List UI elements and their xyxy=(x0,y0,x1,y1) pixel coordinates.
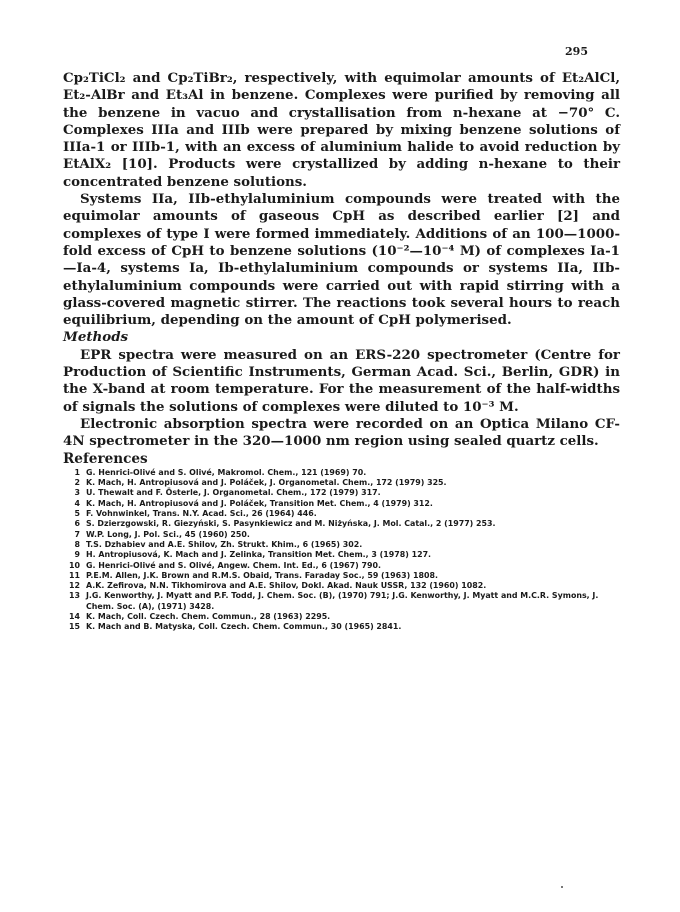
reference-text: W.P. Long, J. Pol. Sci., 45 (1960) 250. xyxy=(86,529,250,539)
reference-text: K. Mach and B. Matyska, Coll. Czech. Chem. Commun., 30 (1965) 2841. xyxy=(86,622,402,632)
reference-number: 2 xyxy=(74,478,80,488)
reference-item xyxy=(63,478,620,488)
reference-list xyxy=(63,468,620,633)
body-paragraph: Cp₂TiCl₂ and Cp₂TiBr₂, respectively, with equimolar amounts of Et₂AlCl, Et₂-AlBr and Et₃Al in benzene. Complexes were purified by removing all the benzene in vacuo and crystallisation from n-hexane at −70° C. Complexes IIIa and IIIb were prepared by mixing benzene solutions of IIIa-1 or IIIb-1, with an excess of aluminium halide to avoid reduction by EtAlX₂ [10]. Products were crystallized by adding n-hexane to their concentrated benzene solutions. xyxy=(63,70,620,190)
reference-number: 5 xyxy=(74,509,80,519)
reference-text: G. Henrici-Olivé and S. Olivé, Angew. Chem. Int. Ed., 6 (1967) 790. xyxy=(86,560,381,570)
reference-text: H. Antropiusová, K. Mach and J. Zelinka, Transition Met. Chem., 3 (1978) 127. xyxy=(86,550,432,560)
reference-text: F. Vohnwinkel, Trans. N.Y. Acad. Sci., 26 (1964) 446. xyxy=(86,509,317,519)
reference-item xyxy=(63,530,620,540)
page-number: 295 xyxy=(565,45,588,58)
reference-number: 3 xyxy=(74,488,80,498)
article-body xyxy=(63,70,620,633)
reference-item xyxy=(63,540,620,550)
reference-text: G. Henrici-Olivé and S. Olivé, Makromol. Chem., 121 (1969) 70. xyxy=(86,467,367,477)
reference-number: 14 xyxy=(69,611,80,621)
reference-number: 11 xyxy=(69,570,80,580)
reference-text: T.S. Dzhabiev and A.E. Shilov, Zh. Strukt. Khim., 6 (1965) 302. xyxy=(86,539,363,549)
reference-number: 9 xyxy=(74,550,80,560)
reference-number: 1 xyxy=(74,467,80,477)
reference-item xyxy=(63,622,620,632)
reference-item xyxy=(63,499,620,509)
body-paragraph: Systems IIa, IIb-ethylaluminium compounds were treated with the equimolar amounts of gaseous CpH as described earlier [2] and complexes of type I were formed immediately. Additions of an 100—1000-fold excess of CpH to benzene solutions (10⁻²—10⁻⁴ M) of complexes Ia-1—Ia-4, systems Ia, Ib-ethylaluminium compounds or systems IIa, IIb-ethylaluminium compounds were carried out with rapid stirring with a glass-covered magnetic stirrer. The reactions took several hours to reach equilibrium, depending on the amount of CpH polymerised. xyxy=(63,191,620,329)
reference-text: S. Dzierzgowski, R. Giezyński, S. Pasynkiewicz and M. Niżyńska, J. Mol. Catal., 2 (1977) 253. xyxy=(86,519,496,529)
reference-item xyxy=(63,612,620,622)
reference-item xyxy=(63,509,620,519)
methods-paragraph: EPR spectra were measured on an ERS-220 spectrometer (Centre for Production of Scientific Instruments, German Acad. Sci., Berlin, GDR) in the X-band at room temperature. For the measurement of the half-widths of signals the solutions of complexes were diluted to 10⁻³ M. xyxy=(63,346,620,415)
reference-item xyxy=(63,561,620,571)
references-heading: References xyxy=(63,450,148,467)
reference-number: 7 xyxy=(74,529,80,539)
reference-number: 8 xyxy=(74,539,80,549)
reference-item xyxy=(63,488,620,498)
reference-item xyxy=(63,571,620,581)
reference-number: 6 xyxy=(74,519,80,529)
reference-item xyxy=(63,519,620,529)
reference-number: 15 xyxy=(69,622,80,632)
reference-text: U. Thewalt and F. Österle, J. Organometal. Chem., 172 (1979) 317. xyxy=(86,488,381,498)
reference-item xyxy=(63,581,620,591)
page-speck-mark xyxy=(561,886,563,888)
reference-text: P.E.M. Allen, J.K. Brown and R.M.S. Obaid, Trans. Faraday Soc., 59 (1963) 1808. xyxy=(86,570,438,580)
reference-number: 12 xyxy=(69,581,80,591)
methods-heading: Methods xyxy=(63,329,129,346)
reference-item xyxy=(63,468,620,478)
reference-text: A.K. Zefirova, N.N. Tikhomirova and A.E. Shilov, Dokl. Akad. Nauk USSR, 132 (1960) 1082. xyxy=(86,581,487,591)
reference-item xyxy=(63,550,620,560)
reference-text: K. Mach, H. Antropiusová and J. Poláček, J. Organometal. Chem., 172 (1979) 325. xyxy=(86,478,447,488)
reference-number: 13 xyxy=(69,591,80,601)
reference-text: K. Mach, H. Antropiusová and J. Poláček, Transition Met. Chem., 4 (1979) 312. xyxy=(86,498,433,508)
methods-paragraph: Electronic absorption spectra were recorded on an Optica Milano CF-4N spectrometer in the 320—1000 nm region using sealed quartz cells. xyxy=(63,415,620,450)
reference-item xyxy=(63,591,620,612)
reference-text: J.G. Kenworthy, J. Myatt and P.F. Todd, J. Chem. Soc. (B), (1970) 791; J.G. Kenworthy, J. Myatt and M.C.R. Symons, J. Chem. Soc. (A), (1971) 3428. xyxy=(86,591,599,611)
reference-number: 4 xyxy=(74,498,80,508)
reference-number: 10 xyxy=(69,560,80,570)
reference-text: K. Mach, Coll. Czech. Chem. Commun., 28 (1963) 2295. xyxy=(86,611,331,621)
